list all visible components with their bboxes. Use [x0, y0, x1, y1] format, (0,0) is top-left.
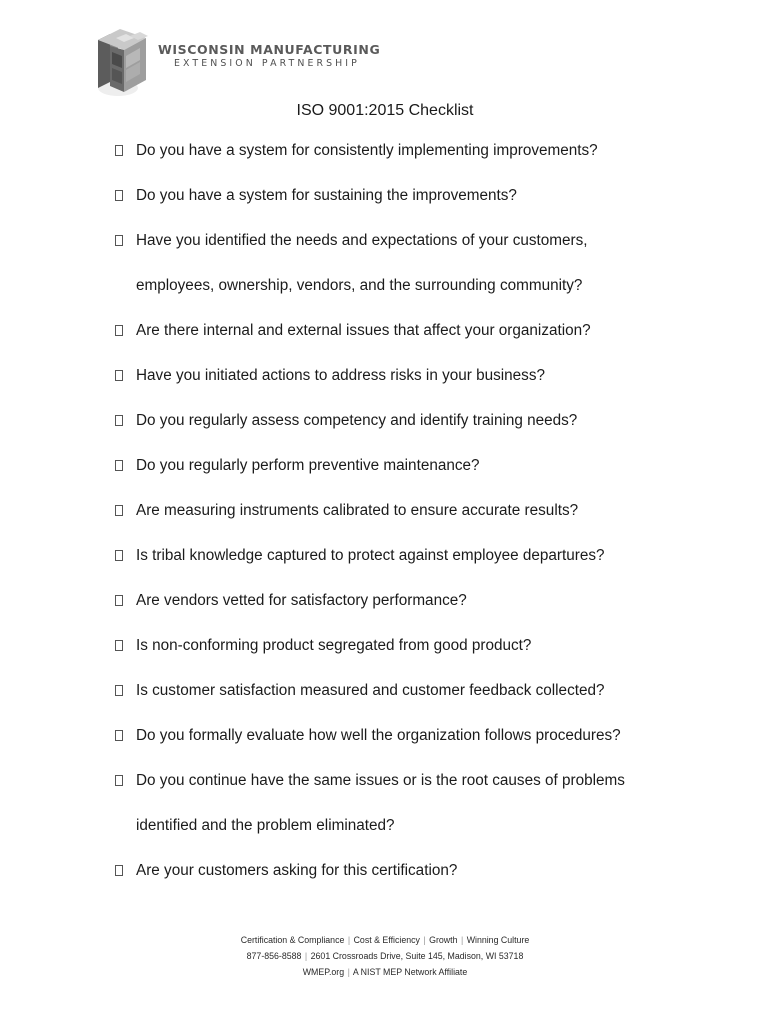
- checkbox[interactable]: [115, 685, 123, 696]
- logo-org-name: WISCONSIN MANUFACTURING: [158, 42, 381, 57]
- checkbox[interactable]: [115, 640, 123, 651]
- footer-services-line: [0, 932, 770, 948]
- checklist-item-line-continued: identified and the problem eliminated?: [136, 817, 395, 834]
- checklist-item-line: Is non-conforming product segregated from good product?: [136, 637, 532, 654]
- checklist-item-line: Do you regularly assess competency and identify training needs?: [136, 412, 578, 429]
- checklist-item-line: Is tribal knowledge captured to protect against employee departures?: [136, 547, 605, 564]
- checkbox[interactable]: [115, 190, 123, 201]
- footer-separator: |: [460, 935, 464, 945]
- checklist-item-text: [136, 546, 605, 565]
- checklist-item-line: Have you identified the needs and expectations of your customers,: [136, 232, 588, 249]
- checklist-item-line: Do you regularly perform preventive maintenance?: [136, 457, 480, 474]
- footer-service: Certification & Compliance: [240, 935, 345, 945]
- checklist-item-text: [136, 726, 621, 745]
- checklist-item-text: [136, 366, 545, 385]
- checklist-item-line: Are measuring instruments calibrated to ensure accurate results?: [136, 502, 579, 519]
- checklist-item-line: Do you have a system for sustaining the improvements?: [136, 187, 517, 204]
- checkbox[interactable]: [115, 415, 123, 426]
- checklist-item-line: Are your customers asking for this certification?: [136, 862, 458, 879]
- document-title: ISO 9001:2015 Checklist: [296, 102, 474, 119]
- checklist-item-text: [136, 861, 457, 880]
- footer-web-line: [0, 964, 770, 980]
- checkbox[interactable]: [115, 145, 123, 156]
- checkbox[interactable]: [115, 730, 123, 741]
- footer-contact-line: [0, 948, 770, 964]
- checklist-item-line-continued: employees, ownership, vendors, and the surrounding community?: [136, 277, 583, 294]
- footer-website-link[interactable]: WMEP.org: [302, 967, 345, 977]
- footer-address: 2601 Crossroads Drive, Suite 145, Madison, WI 53718: [310, 951, 524, 961]
- footer-phone: 877-856-8588: [246, 951, 302, 961]
- checklist-item-text: [136, 186, 517, 205]
- footer-separator: |: [347, 935, 351, 945]
- checklist-item-text: [136, 231, 588, 295]
- footer-service: Winning Culture: [466, 935, 530, 945]
- checklist-item-line: Do you formally evaluate how well the organization follows procedures?: [136, 727, 621, 744]
- checklist-item-line: Are vendors vetted for satisfactory performance?: [136, 592, 467, 609]
- checklist-item-text: [136, 681, 605, 700]
- checkbox[interactable]: [115, 325, 123, 336]
- checkbox[interactable]: [115, 460, 123, 471]
- checkbox[interactable]: [115, 370, 123, 381]
- checklist-item-line: Do you have a system for consistently implementing improvements?: [136, 142, 598, 159]
- checkbox[interactable]: [115, 505, 123, 516]
- checklist-item-text: [136, 591, 467, 610]
- checklist-item-text: [136, 456, 480, 475]
- logo-org-subtitle: EXTENSION PARTNERSHIP: [174, 58, 360, 69]
- checklist-item-text: [136, 141, 598, 160]
- checkbox[interactable]: [115, 235, 123, 246]
- checkbox[interactable]: [115, 775, 123, 786]
- checklist-item-text: [136, 321, 591, 340]
- checklist-item-line: Are there internal and external issues that affect your organization?: [136, 322, 591, 339]
- footer: [0, 932, 770, 980]
- checklist-item-line: Do you continue have the same issues or is the root causes of problems: [136, 772, 625, 789]
- footer-separator: |: [304, 951, 308, 961]
- checklist-item-text: [136, 501, 578, 520]
- checklist-item-line: Have you initiated actions to address risks in your business?: [136, 367, 545, 384]
- footer-service: Cost & Efficiency: [353, 935, 420, 945]
- footer-separator: |: [423, 935, 426, 945]
- checkbox[interactable]: [115, 595, 123, 606]
- checklist-item-text: [136, 771, 625, 835]
- checklist-item-line: Is customer satisfaction measured and customer feedback collected?: [136, 682, 605, 699]
- checkbox[interactable]: [115, 865, 123, 876]
- footer-separator: |: [347, 967, 350, 977]
- checklist-item-text: [136, 636, 531, 655]
- checklist-item-text: [136, 411, 577, 430]
- footer-affiliation: A NIST MEP Network Affiliate: [352, 967, 468, 977]
- footer-service: Growth: [429, 935, 458, 945]
- checkbox[interactable]: [115, 550, 123, 561]
